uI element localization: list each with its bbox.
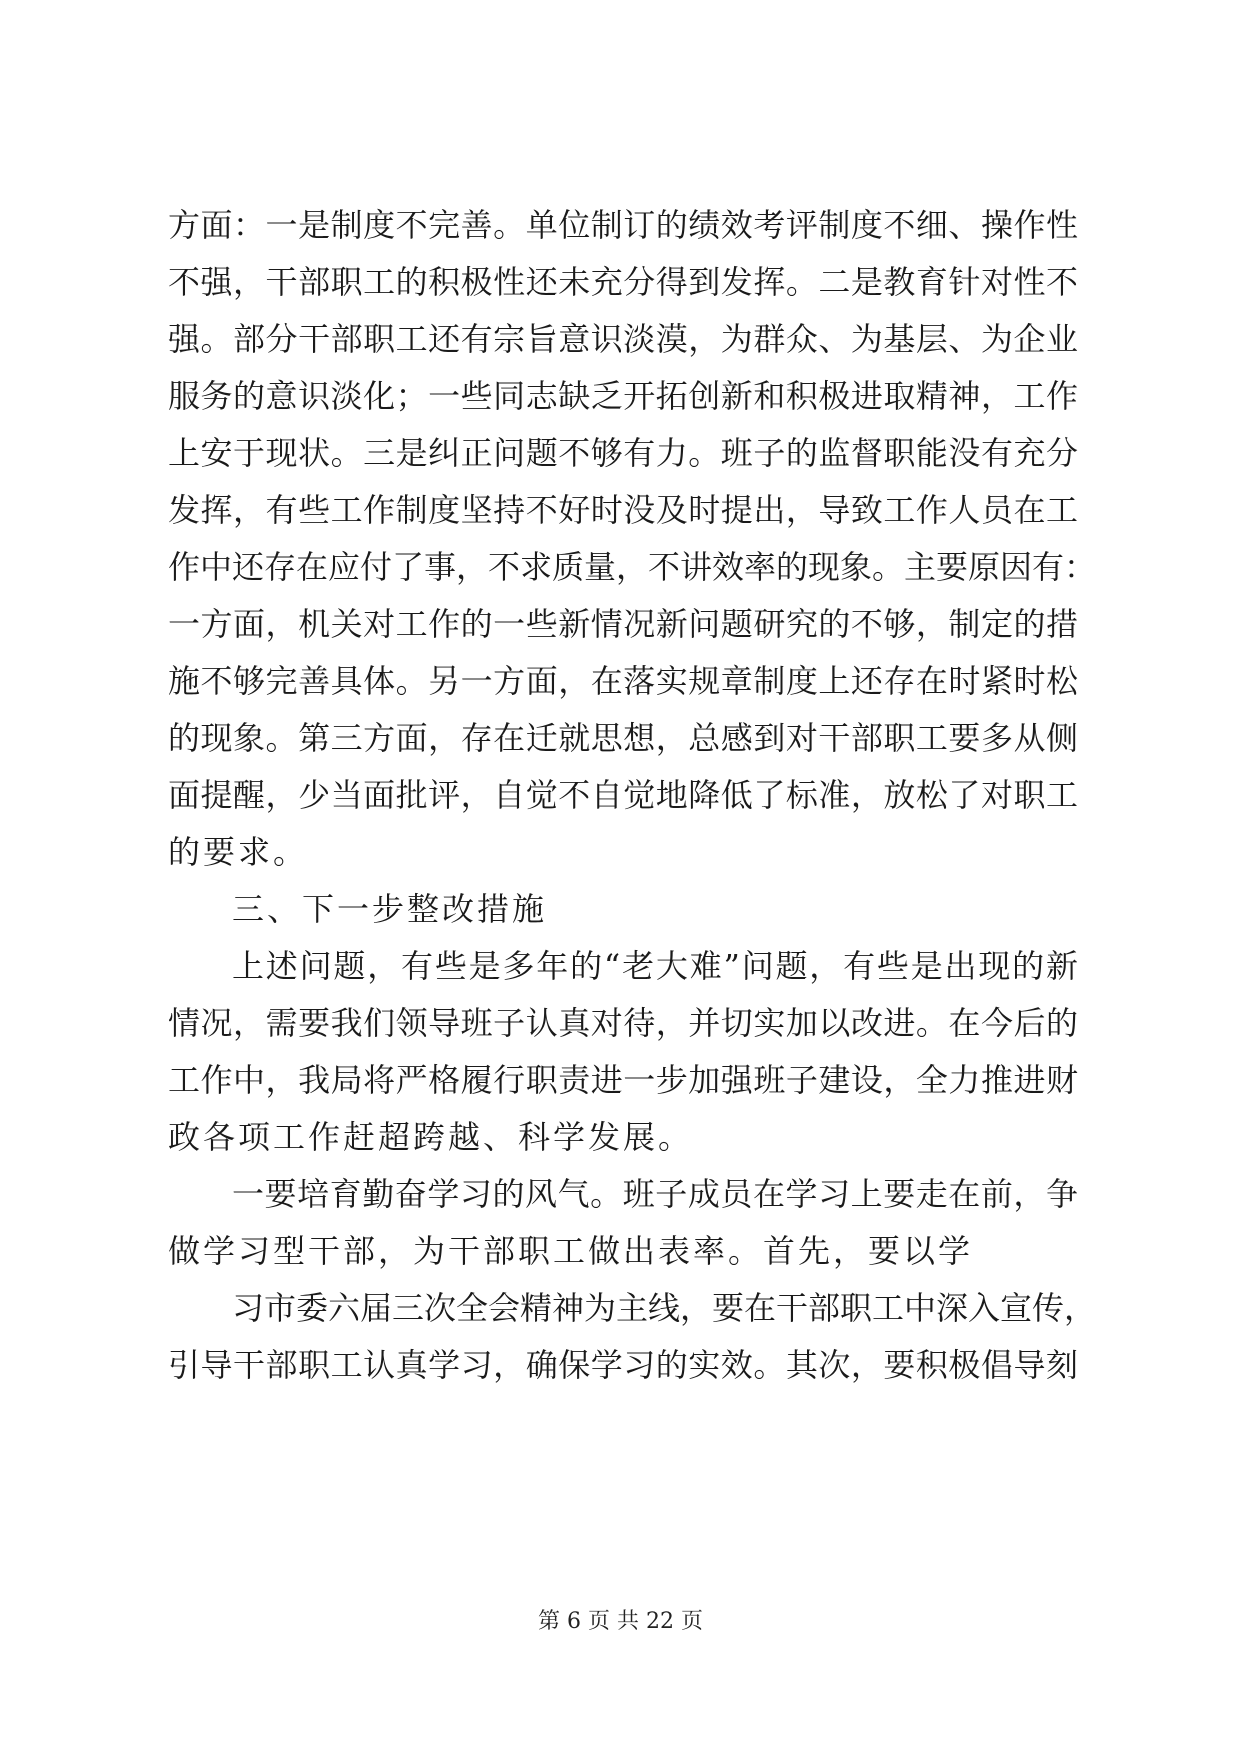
text-line: 情况，需要我们领导班子认真对待，并切实加以改进。在今后的 bbox=[168, 1004, 1078, 1042]
page-number: 第 6 页 共 22 页 bbox=[538, 1609, 703, 1634]
text-line: 不强，干部职工的积极性还未充分得到发挥。二是教育针对性不 bbox=[168, 263, 1078, 301]
text-line: 工作中，我局将严格履行职责进一步加强班子建设，全力推进财 bbox=[168, 1061, 1078, 1099]
text-line: 施不够完善具体。另一方面，在落实规章制度上还存在时紧时松 bbox=[168, 662, 1078, 700]
text-line: 面提醒，少当面批评，自觉不自觉地降低了标准，放松了对职工 bbox=[168, 776, 1078, 814]
text-line: 强。部分干部职工还有宗旨意识淡漠，为群众、为基层、为企业 bbox=[168, 320, 1078, 358]
text-line: 上述问题，有些是多年的“老大难”问题，有些是出现的新 bbox=[232, 947, 1078, 985]
text-line: 的要求。 bbox=[168, 833, 309, 871]
text-line: 习市委六届三次全会精神为主线，要在干部职工中深入宣传， bbox=[232, 1289, 1097, 1327]
text-line: 方面：一是制度不完善。单位制订的绩效考评制度不细、操作性 bbox=[168, 206, 1078, 244]
text-line: 引导干部职工认真学习，确保学习的实效。其次，要积极倡导刻 bbox=[168, 1346, 1078, 1384]
text-line: 做学习型干部，为干部职工做出表率。首先，要以学 bbox=[168, 1232, 974, 1270]
text-line: 一方面，机关对工作的一些新情况新问题研究的不够，制定的措 bbox=[168, 605, 1078, 643]
text-line: 作中还存在应付了事，不求质量，不讲效率的现象。主要原因有： bbox=[168, 548, 1097, 586]
text-line: 政各项工作赶超跨越、科学发展。 bbox=[168, 1118, 694, 1156]
text-line: 的现象。第三方面，存在迁就思想，总感到对干部职工要多从侧 bbox=[168, 719, 1078, 757]
text-line: 发挥，有些工作制度坚持不好时没及时提出，导致工作人员在工 bbox=[168, 491, 1078, 529]
text-line: 一要培育勤奋学习的风气。班子成员在学习上要走在前，争 bbox=[232, 1175, 1078, 1213]
text-line: 服务的意识淡化；一些同志缺乏开拓创新和积极进取精神，工作 bbox=[168, 377, 1078, 415]
section-heading: 三、下一步整改措施 bbox=[232, 890, 548, 928]
text-line: 上安于现状。三是纠正问题不够有力。班子的监督职能没有充分 bbox=[168, 434, 1078, 472]
